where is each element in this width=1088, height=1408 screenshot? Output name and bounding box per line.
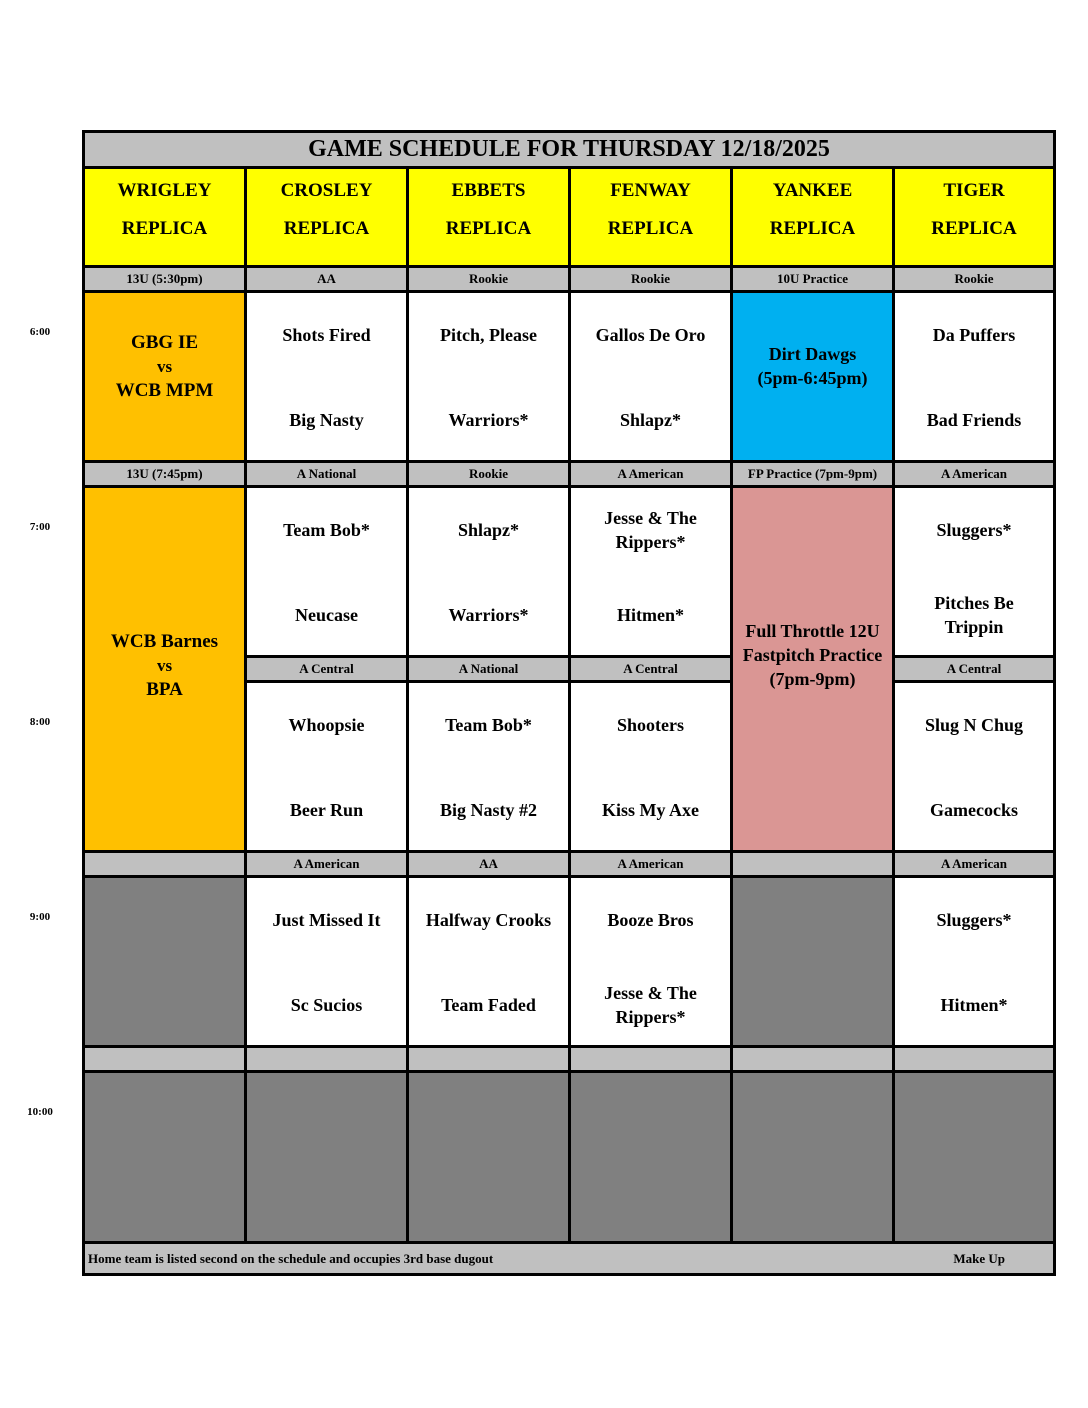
away-team: Shooters [617, 715, 684, 735]
game-cell-tiger-4 [895, 878, 1053, 1045]
away-team: Slug N Chug [924, 715, 1024, 735]
home-team: Team Faded [441, 995, 536, 1015]
home-team: Big Nasty #2 [439, 800, 537, 820]
home-team: Jesse & The [604, 983, 697, 1003]
empty-cell [247, 1073, 406, 1241]
field-name: TIGER [943, 180, 1005, 201]
time-label-7: 7:00 [29, 521, 51, 533]
field-name: YANKEE [772, 180, 853, 201]
practice-time: (5pm-6:45pm) [757, 367, 868, 388]
home-team: Beer Run [289, 800, 364, 820]
field-sub: REPLICA [445, 218, 532, 239]
practice-team: Fastpitch Practice [742, 645, 883, 665]
division-label-empty [733, 1048, 892, 1070]
game-cell-crosley-4 [247, 878, 406, 1045]
empty-cell [895, 1073, 1053, 1241]
away-team: Rippers* [615, 532, 686, 552]
field-header-wrigley [85, 169, 244, 265]
team-name: BPA [146, 679, 183, 700]
practice-cell-yankee-1 [733, 293, 892, 460]
home-team: Bad Friends [926, 410, 1022, 430]
game-cell-tiger-1 [895, 293, 1053, 460]
division-label: AA [247, 268, 406, 290]
division-label: 10U Practice [733, 268, 892, 290]
team-name: WCB MPM [115, 379, 214, 401]
home-team: Warriors* [448, 410, 529, 430]
team-name: GBG IE [130, 331, 199, 353]
away-team: Booze Bros [607, 910, 694, 930]
game-cell-crosley-2 [247, 488, 406, 655]
division-label-empty [571, 1048, 730, 1070]
game-cell-fenway-2 [571, 488, 730, 655]
home-team: Sc Sucios [290, 995, 363, 1015]
field-name: CROSLEY [280, 180, 373, 201]
away-team: Sluggers* [936, 910, 1012, 930]
field-name: WRIGLEY [117, 180, 212, 201]
away-team: Jesse & The [604, 508, 697, 528]
game-cell-fenway-3 [571, 683, 730, 850]
game-cell-wrigley-1 [85, 293, 244, 460]
field-header-ebbets [409, 169, 568, 265]
home-team: Neucase [295, 605, 358, 625]
division-label-empty [895, 1048, 1053, 1070]
away-team: Pitch, Please [440, 325, 537, 345]
away-team: Just Missed It [272, 910, 381, 930]
game-cell-fenway-4 [571, 878, 730, 1045]
division-label: A National [409, 658, 568, 680]
division-label: A Central [571, 658, 730, 680]
game-cell-ebbets-1 [409, 293, 568, 460]
away-team: Shlapz* [457, 520, 520, 540]
home-team: Kiss My Axe [602, 800, 699, 820]
empty-cell [571, 1073, 730, 1241]
practice-time: (7pm-9pm) [769, 669, 856, 689]
practice-cell-yankee-2 [733, 488, 892, 850]
home-team: Trippin [944, 617, 1004, 637]
game-cell-ebbets-4 [409, 878, 568, 1045]
division-label-empty [85, 1048, 244, 1070]
field-header-yankee [733, 169, 892, 265]
time-label-6: 6:00 [29, 326, 51, 338]
field-sub: REPLICA [283, 218, 370, 239]
field-sub: REPLICA [769, 218, 856, 239]
division-label: A American [895, 463, 1053, 485]
division-label: A Central [247, 658, 406, 680]
schedule-title: GAME SCHEDULE FOR THURSDAY 12/18/2025 [85, 133, 1053, 166]
division-label-empty [247, 1048, 406, 1070]
home-team: Shlapz* [619, 410, 682, 430]
schedule-table [82, 130, 1056, 1276]
division-label: 13U (7:45pm) [85, 463, 244, 485]
game-cell-tiger-2 [895, 488, 1053, 655]
home-team: Gamecocks [930, 800, 1018, 820]
division-label: Rookie [409, 268, 568, 290]
time-label-8: 8:00 [29, 716, 51, 728]
team-name: WCB Barnes [110, 631, 219, 652]
field-sub: REPLICA [607, 218, 694, 239]
away-team: Whoopsie [288, 715, 365, 735]
division-label: Rookie [895, 268, 1053, 290]
away-team: Gallos De Oro [595, 325, 706, 345]
game-cell-wrigley-2 [85, 488, 244, 850]
away-team: Sluggers* [936, 520, 1012, 540]
field-sub: REPLICA [931, 218, 1017, 239]
game-cell-ebbets-2 [409, 488, 568, 655]
footer-note-bar [85, 1244, 1053, 1273]
vs-label: vs [156, 356, 173, 376]
division-label: 13U (5:30pm) [85, 268, 244, 290]
division-label: A Central [895, 658, 1053, 680]
makeup-label: Make Up [953, 1250, 1005, 1266]
division-label: A American [895, 853, 1053, 875]
vs-label: vs [156, 656, 173, 675]
division-label: AA [409, 853, 568, 875]
field-sub: REPLICA [121, 218, 208, 239]
field-name: EBBETS [451, 180, 526, 201]
game-cell-crosley-1 [247, 293, 406, 460]
home-team-note: Home team is listed second on the schedule and occupies 3rd base dugout [88, 1250, 494, 1266]
empty-cell [85, 1073, 244, 1241]
field-name: FENWAY [610, 180, 691, 201]
away-team: Da Puffers [932, 325, 1016, 345]
home-team: Rippers* [615, 1007, 686, 1027]
division-label: A National [247, 463, 406, 485]
division-label: Rookie [571, 268, 730, 290]
away-team: Team Bob* [283, 520, 370, 540]
away-team: Team Bob* [445, 715, 532, 735]
home-team: Hitmen* [617, 605, 684, 625]
away-team: Shots Fired [282, 325, 371, 345]
division-label-empty [409, 1048, 568, 1070]
home-team: Big Nasty [289, 410, 364, 430]
game-cell-tiger-3 [895, 683, 1053, 850]
division-label: FP Practice (7pm-9pm) [733, 463, 892, 485]
time-label-9: 9:00 [29, 911, 51, 923]
game-cell-ebbets-3 [409, 683, 568, 850]
division-label: A American [571, 463, 730, 485]
division-label-empty [733, 853, 892, 875]
away-team: Halfway Crooks [425, 910, 552, 930]
field-header-tiger [895, 169, 1053, 265]
empty-cell [733, 1073, 892, 1241]
practice-team: Full Throttle 12U [745, 621, 880, 641]
empty-cell-yankee-4 [733, 878, 892, 1045]
home-team: Pitches Be [934, 593, 1014, 613]
field-header-crosley [247, 169, 406, 265]
game-cell-crosley-3 [247, 683, 406, 850]
empty-cell-wrigley-4 [85, 878, 244, 1045]
division-label-empty [85, 853, 244, 875]
empty-cell [409, 1073, 568, 1241]
time-label-10: 10:00 [27, 1106, 53, 1118]
division-label: A American [571, 853, 730, 875]
division-label: Rookie [409, 463, 568, 485]
practice-team: Dirt Dawgs [768, 343, 857, 364]
home-team: Warriors* [448, 605, 529, 625]
field-header-fenway [571, 169, 730, 265]
game-cell-fenway-1 [571, 293, 730, 460]
home-team: Hitmen* [940, 995, 1008, 1015]
division-label: A American [247, 853, 406, 875]
